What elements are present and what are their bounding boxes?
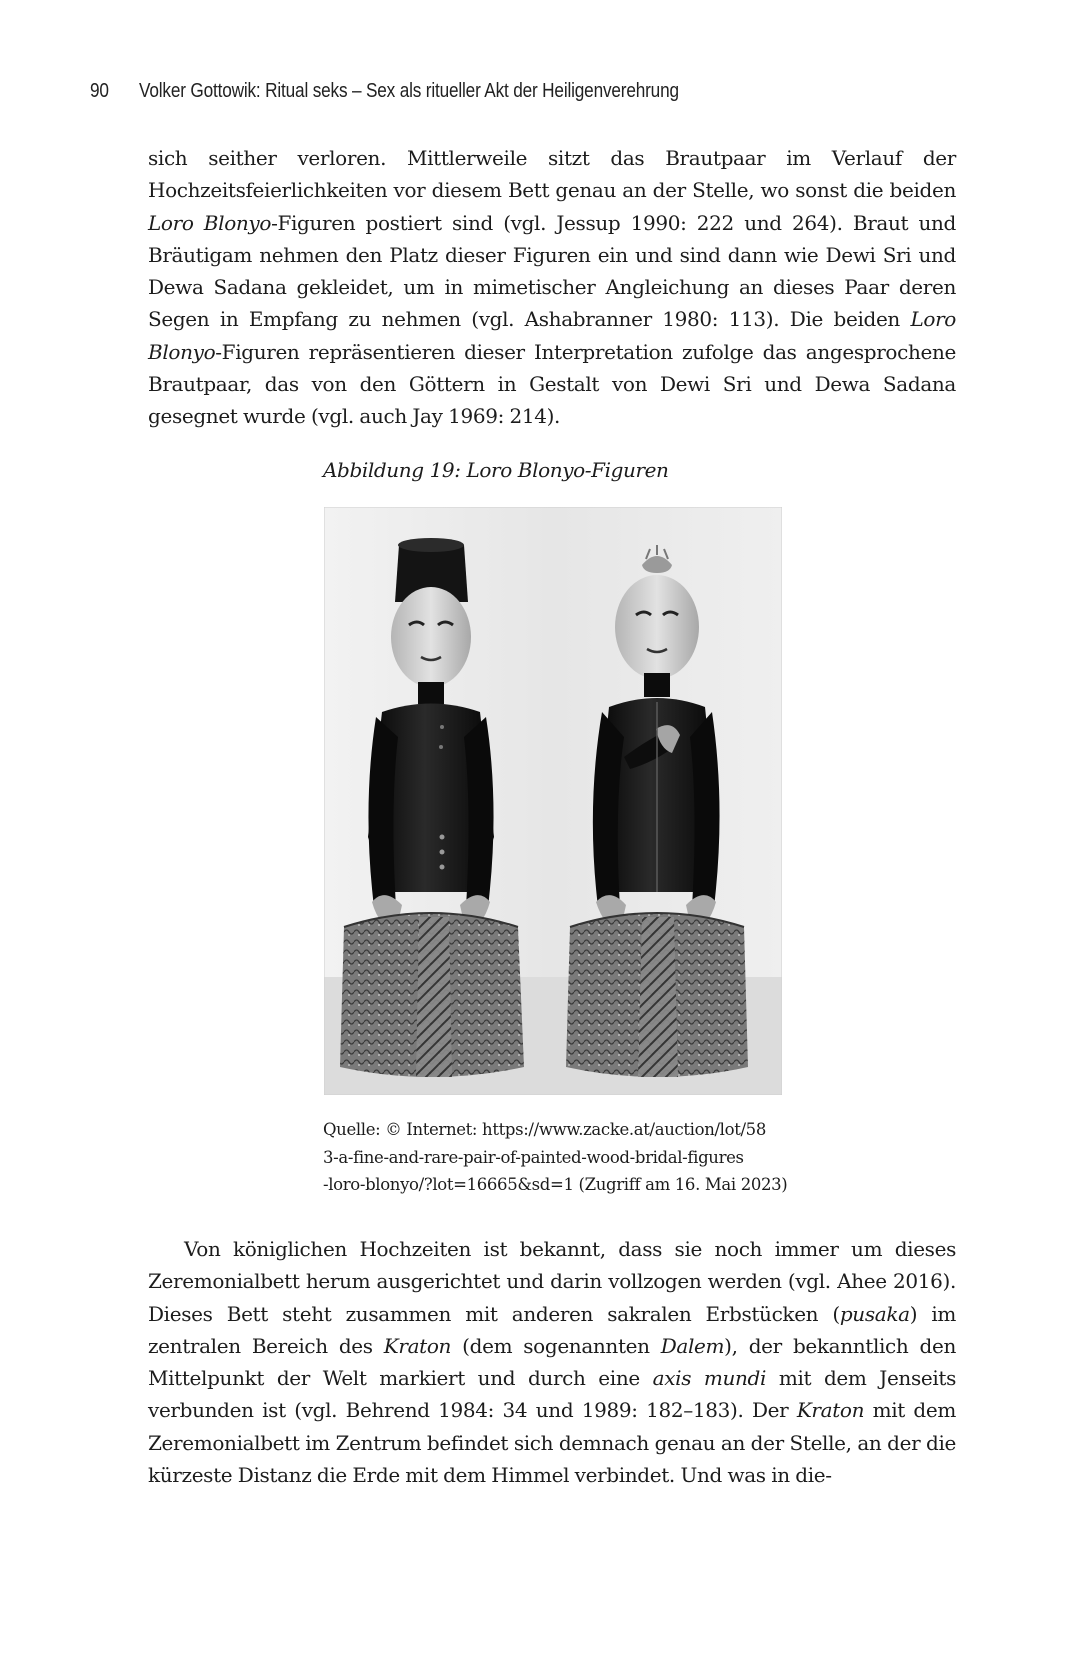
figure-source xyxy=(323,1116,793,1199)
paragraph-bottom xyxy=(148,1233,956,1491)
running-title: Volker Gottowik: Ritual seks – Sex als ritueller Akt der Heiligenverehrung xyxy=(139,80,679,102)
paragraph-top xyxy=(148,142,956,433)
figure-title: Abbildung 19: Loro Blonyo-Figuren xyxy=(323,458,669,482)
running-header xyxy=(90,80,864,103)
page-number: 90 xyxy=(90,80,109,102)
paragraph: Von königlichen Hochzeiten ist bekannt, dass sie noch immer um dieses Zeremonialbett herum ausgerichtet und darin vollzogen werden (vgl. Ahee 2016). Dieses Bett steht zusammen mit anderen sakralen Erbstücken (pusaka) im zentralen Bereich des Kraton (dem sogenannten Dalem), der bekanntlich den Mittelpunkt der Welt markiert und durch eine axis mundi mit dem Jenseits verbunden ist (vgl. Behrend 1984: 34 und 1989: 182–183). Der Kraton mit dem Zeremonialbett im Zentrum befindet sich demnach genau an der Stelle, an der die kürzeste Distanz die Erde mit dem Himmel verbindet. Und was in die- xyxy=(148,1237,957,1488)
paragraph: sich seither verloren. Mittlerweile sitzt das Brautpaar im Verlauf der Hochzeitsfeierlichkeiten vor diesem Bett genau an der Stelle, wo sonst die beiden Loro Blonyo-Figuren postiert sind (vgl. Jessup 1990: 222 und 264). Braut und Bräutigam nehmen den Platz dieser Figuren ein und sind dann wie Dewi Sri und Dewa Sadana gekleidet, um in mimetischer Angleichung an dieses Paar deren Segen in Empfang zu nehmen (vgl. Ashabranner 1980: 113). Die beiden Loro Blonyo-Figuren repräsentieren dieser Interpretation zufolge das angesprochene Brautpaar, das von den Göttern in Gestalt von Dewi Sri und Dewa Sadana gesegnet wurde (vgl. auch Jay 1969: 214). xyxy=(148,146,956,429)
source-line: Quelle: © Internet: https://www.zacke.at/auction/lot/58 xyxy=(323,1120,766,1139)
source-line: -loro-blonyo/?lot=16665&sd=1 (Zugriff am 16. Mai 2023) xyxy=(323,1175,788,1194)
source-line: 3-a-fine-and-rare-pair-of-painted-wood-bridal-figures xyxy=(323,1147,744,1167)
figure-photo xyxy=(324,507,782,1095)
